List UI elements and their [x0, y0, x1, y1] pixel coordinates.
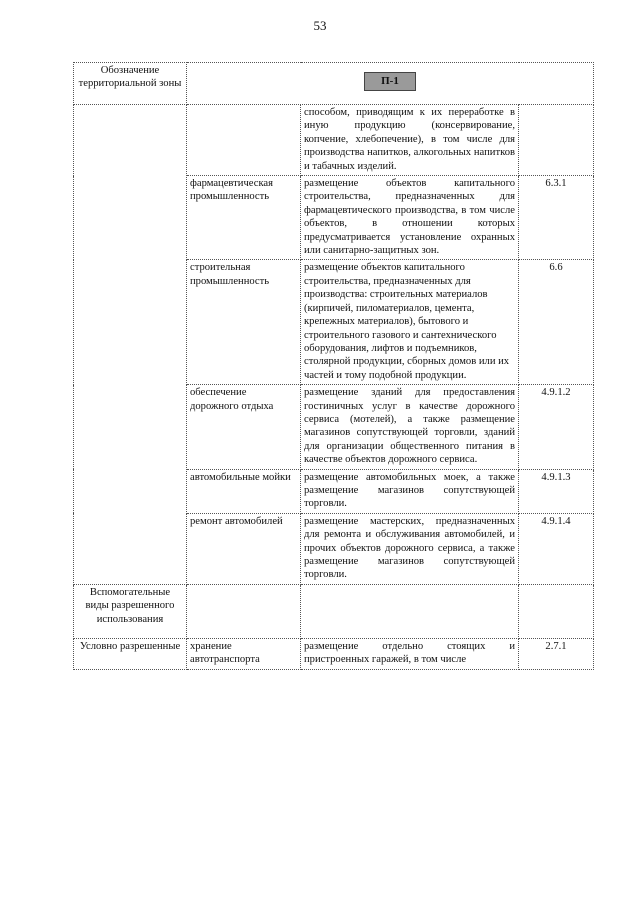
conditional-uses-row [74, 638, 594, 669]
page-number: 53 [313, 18, 327, 33]
use-code-cell: 4.9.1.3 [519, 469, 594, 513]
table-row [74, 105, 594, 176]
use-name-cell: автомобильные мойки [187, 469, 301, 513]
conditional-uses-label: Условно разрешенные [79, 640, 181, 652]
use-description-cell: способом, приводящим к их переработке в иную продукцию (консервирование, копчение, хлебопечение), в том числе для производства напитков, алкогольных напитков и табачных изделий. [301, 105, 519, 176]
zone-code-cell [187, 63, 594, 105]
use-code-cell: 6.3.1 [519, 176, 594, 260]
use-name-cell: хранение автотранспорта [187, 638, 301, 669]
use-name-cell [187, 584, 301, 638]
use-description-cell: размещение объектов капитального строительства, предназначенных для фармацевтического производства, в том числе объектов, в отношении которых предусматривается установление охранных или санитарно-защитных зон. [301, 176, 519, 260]
use-name-cell [187, 105, 301, 176]
table-header-row [74, 63, 594, 105]
use-name-cell: ремонт автомобилей [187, 513, 301, 584]
use-code-cell: 4.9.1.4 [519, 513, 594, 584]
use-description-cell: размещение объектов капитального строительства, предназначенных для производства: строительных материалов (кирпичей, пиломатериалов, цемента, крепежных материалов), бытового и строительного газового и сантехнического оборудования, лифтов и подъемников, столярной продукции, сборных домов или их частей и тому подобной продукции. [301, 260, 519, 385]
use-name-cell: обеспечение дорожного отдыха [187, 385, 301, 469]
use-description-cell: размещение отдельно стоящих и пристроенных гаражей, в том числе [301, 638, 519, 669]
use-code-cell: 2.7.1 [519, 638, 594, 669]
use-description-cell: размещение мастерских, предназначенных для ремонта и обслуживания автомобилей, и прочих объектов дорожного сервиса, а также размещение магазинов сопутствующей торговли. [301, 513, 519, 584]
use-code-cell [519, 584, 594, 638]
use-name-cell: фармацевтическая промышленность [187, 176, 301, 260]
use-name-cell: строительная промышленность [187, 260, 301, 385]
use-code-cell: 6.6 [519, 260, 594, 385]
main-uses-category-cell [74, 105, 187, 585]
zone-code-badge: П-1 [364, 72, 416, 91]
auxiliary-uses-label: Вспомогательные виды разрешенного использования [85, 586, 175, 625]
use-description-cell: размещение автомобильных моек, а также размещение магазинов сопутствующей торговли. [301, 469, 519, 513]
zoning-table [73, 62, 594, 670]
conditional-uses-label-cell [74, 638, 187, 669]
auxiliary-uses-row [74, 584, 594, 638]
zone-label: Обозначение территориальной зоны [78, 65, 182, 90]
use-description-cell: размещение зданий для предоставления гостиничных услуг в качестве дорожного сервиса (мотелей), а также размещение магазинов сопутствующей торговли, зданий для организации общественного питания в качестве объектов дорожного сервиса. [301, 385, 519, 469]
use-code-cell: 4.9.1.2 [519, 385, 594, 469]
auxiliary-uses-label-cell [74, 584, 187, 638]
use-code-cell [519, 105, 594, 176]
use-description-cell [301, 584, 519, 638]
zone-label-cell [74, 63, 187, 105]
